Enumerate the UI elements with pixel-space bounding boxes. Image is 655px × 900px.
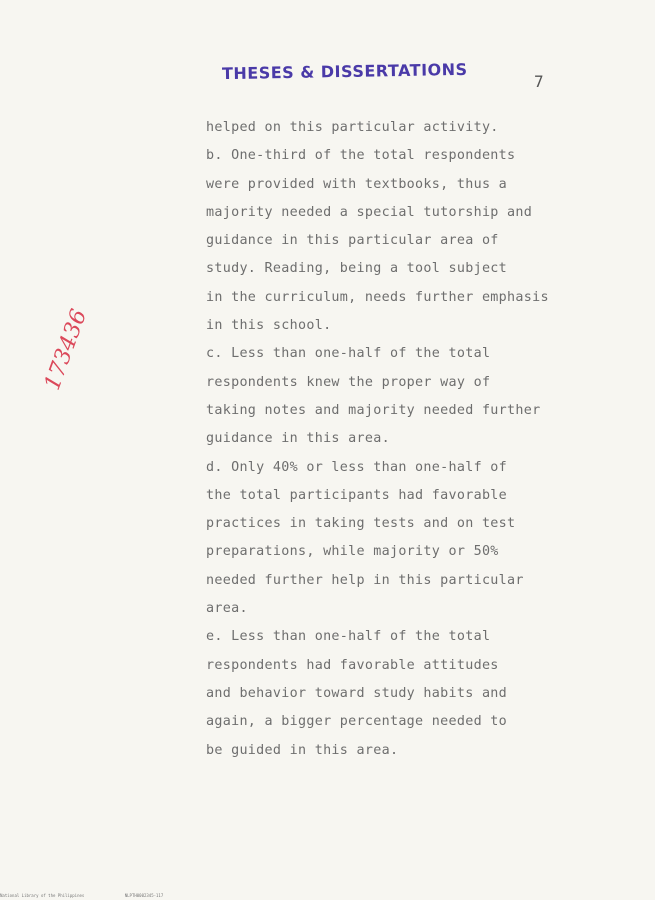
footer-library-name: National Library of the Philippines	[0, 893, 85, 898]
text-line: b. One-third of the total respondents	[206, 148, 516, 164]
text-line: taking notes and majority needed further	[206, 402, 541, 418]
text-line: respondents had favorable attitudes	[206, 657, 499, 673]
text-line: in this school.	[206, 318, 332, 334]
footer	[0, 893, 201, 898]
text-line: guidance in this area.	[206, 431, 390, 447]
text-line: study. Reading, being a tool subject	[206, 261, 508, 277]
text-line: practices in taking tests and on test	[206, 516, 516, 532]
text-line: in the curriculum, needs further emphasis	[206, 289, 549, 305]
text-line: majority needed a special tutorship and	[206, 204, 533, 220]
text-line: helped on this particular activity.	[206, 120, 499, 135]
text-line: area.	[206, 601, 248, 617]
text-line: needed further help in this particular	[206, 572, 524, 588]
handwritten-accession-number: 173436	[40, 306, 93, 394]
theses-dissertations-stamp: THESES & DISSERTATIONS	[221, 59, 468, 84]
footer-document-id: NLPTH0002345-117	[124, 893, 164, 898]
text-line: e. Less than one-half of the total	[206, 629, 491, 645]
text-line: be guided in this area.	[206, 742, 399, 758]
text-line: and behavior toward study habits and	[206, 685, 508, 701]
text-line: c. Less than one-half of the total	[206, 346, 491, 362]
text-line: the total participants had favorable	[206, 487, 508, 503]
text-line: were provided with textbooks, thus a	[206, 176, 508, 192]
text-line: again, a bigger percentage needed to	[206, 714, 508, 730]
page-number: 7	[534, 72, 544, 91]
text-line: d. Only 40% or less than one-half of	[206, 459, 508, 475]
text-line: preparations, while majority or 50%	[206, 544, 499, 560]
text-line: guidance in this particular area of	[206, 233, 499, 249]
text-line: respondents knew the proper way of	[206, 374, 491, 390]
body-text	[206, 114, 646, 765]
